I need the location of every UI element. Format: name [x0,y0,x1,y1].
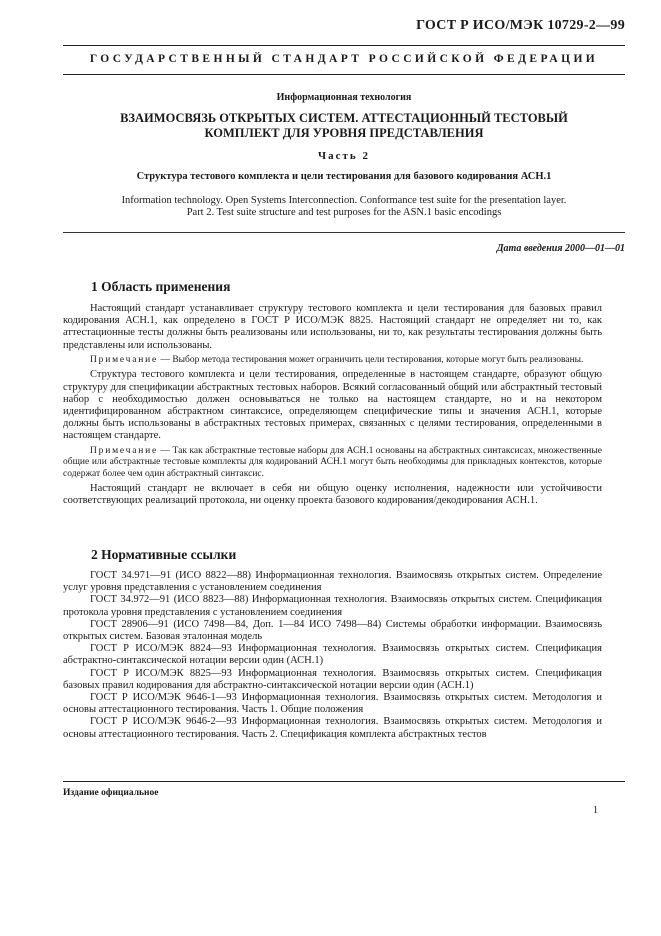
part-label: Часть 2 [318,150,370,162]
document-number: ГОСТ Р ИСО/МЭК 10729-2—99 [416,18,625,33]
note-text: — Выбор метода тестирования может ограничить цели тестирования, которые могут быть реализованы. [158,354,584,365]
reference-item: ГОСТ 34.972—91 (ИСО 8823—88) Информационная технология. Взаимосвязь открытых систем. Спецификация протокола уровня представления с установлением соединения [63,594,602,618]
section-1-paragraph-2: Структура тестового комплекта и цели тестирования, определенные в настоящем стандарте, образуют общую структуру для спецификации абстрактных тестовых наборов. Всякий согласованный общий или абстрактный тестовый набор с необходимостью должен основываться не только на настоящем стандарте, но и на некотором идентифицированном абстрактном синтаксисе, определяющем специфические типы и значения АСН.1, которые должны быть использованы в абстрактных тестовых примерах, связанных с целями тестирования, определенными в настоящем стандарте. [63,369,602,442]
page-number: 1 [593,805,598,816]
note-text: — Так как абстрактные тестовые наборы для АСН.1 основаны на абстрактных синтаксисах, множественные общие или абстрактные тестовые комплекты для кодирований АСН.1 могут быть необходимы для прикладных контекстов, которые содержат более чем один абстрактный синтаксис. [63,445,602,479]
agency-rule [63,74,625,75]
section-1-note-2 [63,446,602,481]
footer-rule [63,781,625,782]
reference-item: ГОСТ 34.971—91 (ИСО 8822—88) Информационная технология. Взаимосвязь открытых систем. Определение услуг уровня представления с установлением соединения [63,570,602,594]
reference-item: ГОСТ Р ИСО/МЭК 9646-2—93 Информационная технология. Взаимосвязь открытых систем. Методология и основы аттестационного тестирования. Часть 2. Спецификация комплекта абстрактных тестов [63,716,602,740]
section-1-paragraph-1: Настоящий стандарт устанавливает структуру тестового комплекта и цели тестирования для базовых правил кодирования АСН.1, как определено в ГОСТ Р ИСО/МЭК 8825. Настоящий стандарт не определяет ни то, как аттестационные тесты должны быть реализованы или использованы, ни то, как результаты тестирования должны быть представлены или использованы. [63,303,602,351]
reference-item: ГОСТ 28906—91 (ИСО 7498—84, Доп. 1—84 ИСО 7498—84) Системы обработки информации. Взаимосвязь открытых систем. Базовая эталонная модель [63,618,602,643]
english-title [63,195,625,219]
standard-title [63,111,625,141]
english-title-line-2: Part 2. Test suite structure and test purposes for the ASN.1 basic encodings [186,207,502,218]
english-title-line-1: Information technology. Open Systems Interconnection. Conformance test suite for the presentation layer. [121,195,567,206]
section-1-heading: 1 Область применения [91,279,231,294]
edition-label: Издание официальное [63,788,159,798]
header-rule [63,45,625,46]
note-label: Примечание [90,354,159,365]
section-1-body [63,303,602,507]
effective-date: Дата введения 2000—01—01 [496,243,625,254]
section-1-note-1 [63,355,602,367]
title-line-2: КОМПЛЕКТ ДЛЯ УРОВНЯ ПРЕДСТАВЛЕНИЯ [204,126,484,140]
section-2-heading: 2 Нормативные ссылки [91,547,237,562]
reference-item: ГОСТ Р ИСО/МЭК 8825—93 Информационная технология. Взаимосвязь открытых систем. Спецификация базовых правил кодирования для абстрактно-синтаксической нотации версии один (АСН.1) [63,667,602,691]
section-1-paragraph-3: Настоящий стандарт не включает в себя ни общую оценку исполнения, надежности или устойчивости соответствующих реализаций протокола, ни оценку проекта базового кодирования/декодирования АСН.1. [63,483,602,507]
series-title: Информационная технология [276,92,412,103]
part-subtitle: Структура тестового комплекта и цели тестирования для базового кодирования АСН.1 [136,171,552,182]
title-line-1: ВЗАИМОСВЯЗЬ ОТКРЫТЫХ СИСТЕМ. АТТЕСТАЦИОННЫЙ ТЕСТОВЫЙ [120,111,568,125]
reference-item: ГОСТ Р ИСО/МЭК 8824—93 Информационная технология. Взаимосвязь открытых систем. Спецификация абстрактно-синтаксической нотации версии один (АСН.1) [63,643,602,667]
reference-item: ГОСТ Р ИСО/МЭК 9646-1—93 Информационная технология. Взаимосвязь открытых систем. Методология и основы аттестационного тестирования. Часть 1. Общие положения [63,692,602,716]
agency-title: ГОСУДАРСТВЕННЫЙ СТАНДАРТ РОССИЙСКОЙ ФЕДЕРАЦИИ [89,53,599,65]
note-label: Примечание [90,445,159,456]
title-rule [63,232,625,233]
references-list [63,570,602,741]
